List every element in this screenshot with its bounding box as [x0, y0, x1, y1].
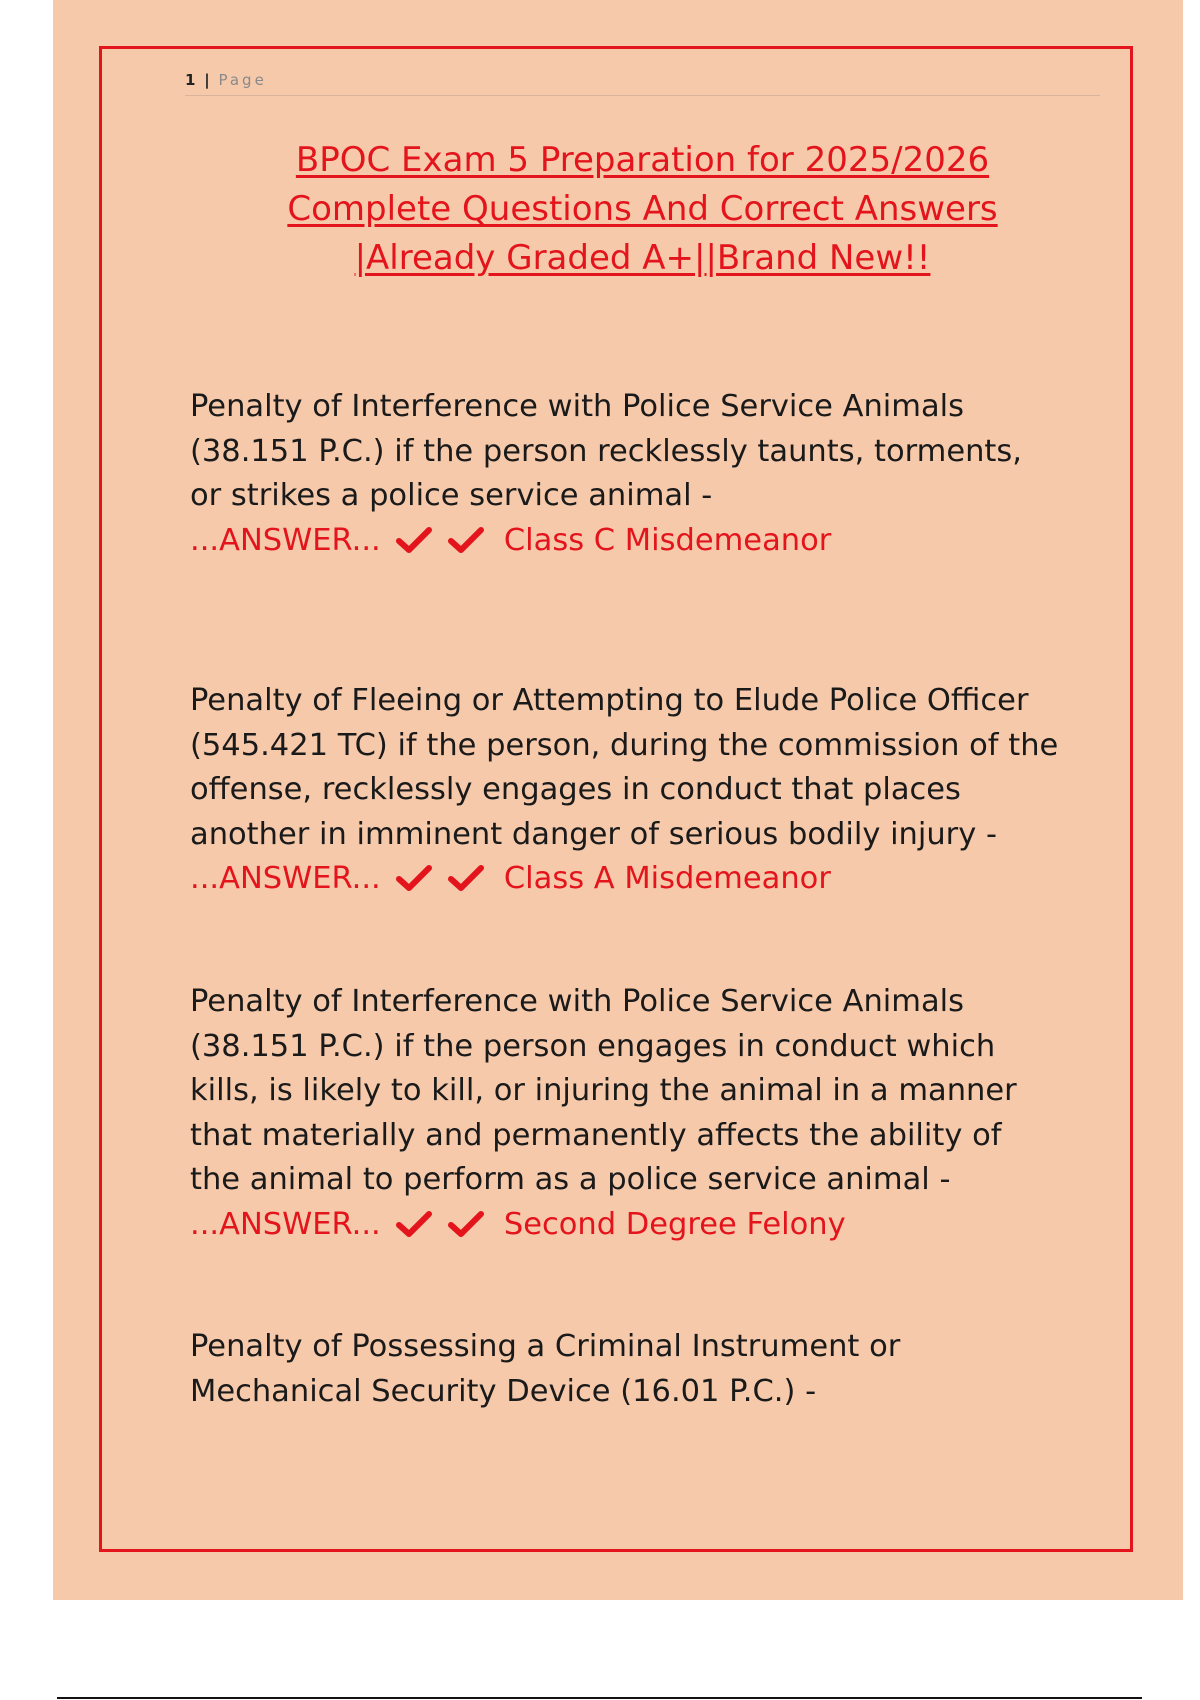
question-block-4 — [190, 1325, 1090, 1414]
question-line: Mechanical Security Device (16.01 P.C.) - — [190, 1373, 817, 1409]
title-line-3: |Already Graded A+||Brand New!! — [354, 238, 931, 278]
checkmark-icon — [448, 861, 484, 889]
document-title — [185, 136, 1100, 283]
page-number: 1 — [185, 71, 197, 89]
question-block-2 — [190, 679, 1090, 902]
question-line: (38.151 P.C.) if the person recklessly taunts, torments, — [190, 433, 1022, 469]
checkmark-icon — [396, 523, 432, 551]
checkmark-icon — [396, 1207, 432, 1235]
question-line: the animal to perform as a police service animal - — [190, 1162, 951, 1197]
question-line: or strikes a police service animal - — [190, 478, 713, 513]
checkmark-icon — [448, 523, 484, 551]
answer-value: Class A Misdemeanor — [503, 861, 831, 896]
answer-value: Second Degree Felony — [503, 1206, 846, 1242]
answer-line — [190, 1203, 1090, 1248]
question-block-3 — [190, 980, 1090, 1247]
page-header — [185, 71, 1100, 96]
question-line: another in imminent danger of serious bodily injury - — [190, 816, 997, 852]
question-line: (38.151 P.C.) if the person engages in conduct which — [190, 1028, 996, 1064]
question-line: Penalty of Interference with Police Service Animals — [190, 389, 965, 424]
title-line-2: Complete Questions And Correct Answers — [287, 189, 998, 229]
question-line: Penalty of Interference with Police Service Animals — [190, 984, 965, 1019]
question-line: Penalty of Possessing a Criminal Instrument or — [190, 1329, 901, 1364]
answer-prefix: ...ANSWER... — [190, 522, 381, 558]
question-line: Penalty of Fleeing or Attempting to Elude Police Officer — [190, 683, 1029, 718]
page-separator: | — [204, 71, 211, 89]
question-line: kills, is likely to kill, or injuring the animal in a manner — [190, 1073, 1017, 1108]
question-line: that materially and permanently affects the ability of — [190, 1117, 1002, 1153]
document-page — [53, 0, 1183, 1600]
bottom-divider — [57, 1697, 1142, 1699]
question-line: offense, recklessly engages in conduct that places — [190, 772, 961, 807]
checkmark-icon — [448, 1207, 484, 1235]
question-line: (545.421 TC) if the person, during the commission of the — [190, 727, 1059, 763]
answer-prefix: ...ANSWER... — [190, 1206, 381, 1242]
checkmark-icon — [396, 861, 432, 889]
question-block-1 — [190, 385, 1090, 563]
title-line-1: BPOC Exam 5 Preparation for 2025/2026 — [295, 140, 990, 180]
answer-prefix: ...ANSWER... — [190, 861, 381, 896]
page-label: Page — [218, 71, 267, 89]
answer-line — [190, 519, 1090, 564]
answer-line — [190, 857, 1090, 902]
answer-value: Class C Misdemeanor — [503, 522, 832, 558]
